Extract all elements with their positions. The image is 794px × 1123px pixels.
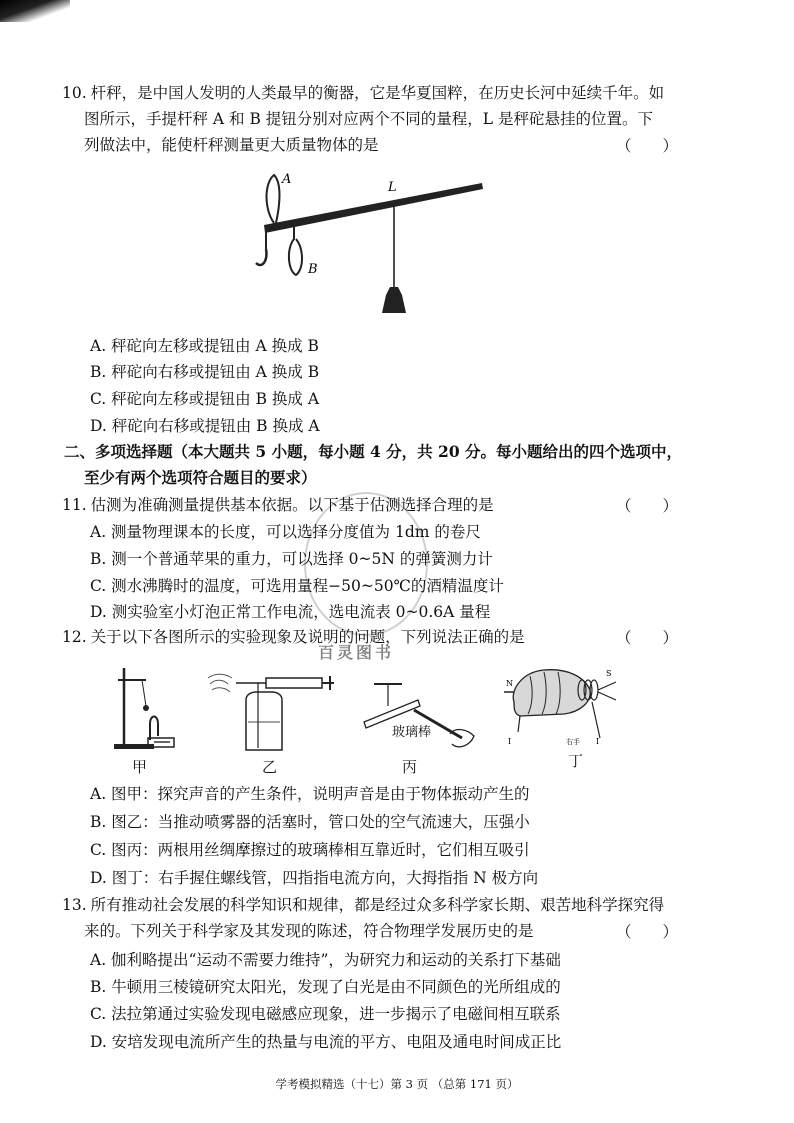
q11-option-c: C. 测水沸腾时的温度，可选用量程−50~50℃的酒精温度计 [90,577,504,595]
page-footer: 学考模拟精选（十七）第 3 页 （总第 171 页） [275,1077,519,1091]
q10-option-c: C. 秤砣向左移或提钮由 B 换成 A [90,390,320,408]
q12-option-d: D. 图丁：右手握住螺线管，四指指电流方向，大拇指指 N 极方向 [90,869,539,887]
q12-option-b: B. 图乙：当推动喷雾器的活塞时，管口处的空气流速大，压强小 [90,813,530,831]
glass-rod-label: 玻璃棒 [392,725,432,740]
lifting-loop-a [267,175,280,223]
watermark-text: 百灵图书 [318,643,395,662]
label-right-hand: 右手 [566,738,580,746]
q10-line-3: 列做法中，能使杆秤测量更大质量物体的是 [84,136,379,154]
q12-number: 12. [62,628,87,646]
steelyard-beam [264,183,483,233]
hook [256,249,266,265]
lifting-loop-b [289,227,302,275]
label-l: L [388,180,397,195]
q11-number: 11. [62,496,87,514]
q13-option-b: B. 牛顿用三棱镜研究太阳光，发现了白光是由不同颜色的光所组成的 [90,978,561,996]
figure-jia-tuning-fork [106,664,186,754]
q11-option-a: A. 测量物理课本的长度，可以选择分度值为 1dm 的卷尺 [90,523,481,541]
label-n: N [506,679,513,688]
q13-option-d: D. 安培发现电流所产生的热量与电流的平方、电阻及通电时间成正比 [90,1033,562,1051]
section-heading-line-1: 二、多项选择题（本大题共 5 小题，每小题 4 分，共 20 分。每小题给出的四个选项中， [64,442,683,461]
q11-answer-bracket: （ ） [616,497,679,515]
q13-option-a: A. 伽利略提出“运动不需要力维持”，为研究力和运动的关系打下基础 [90,951,561,969]
q10-option-b: B. 秤砣向右移或提钮由 A 换成 B [90,363,320,381]
section-heading-line-2: 至少有两个选项符合题目的要求） [84,468,317,487]
caption-yi: 乙 [262,758,278,776]
q11-stem: 11. 估测为准确测量提供基本依据。以下基于估测选择合理的是 [62,496,494,514]
q10-line-1: 10. 杆秤，是中国人发明的人类最早的衡器，它是华夏国粹，在历史长河中延续千年。如 [62,84,665,102]
figure-bing-glass-rods [358,676,478,756]
figure-ding-solenoid [500,662,620,754]
q13-line-2: 来的。下列关于科学家及其发现的陈述，符合物理学发展历史的是 [84,922,534,940]
q13-option-c: C. 法拉第通过实验发现电磁感应现象，进一步揭示了电磁间相互联系 [90,1005,561,1023]
q13-number: 13. [62,896,87,914]
label-i-left: I [508,737,512,746]
q10-number: 10. [62,84,87,102]
q10-option-d: D. 秤砣向右移或提钮由 B 换成 A [90,417,320,435]
q10-line-2: 图所示，手提杆秤 A 和 B 提钮分别对应两个不同的量程，L 是秤砣悬挂的位置。下 [84,110,654,128]
caption-ding: 丁 [568,752,584,770]
q12-option-c: C. 图丙：两根用丝绸摩擦过的玻璃棒相互靠近时，它们相互吸引 [90,841,530,859]
caption-jia: 甲 [132,758,148,776]
label-i-right: I [596,737,600,746]
steelyard-figure [250,165,500,325]
label-a: A [282,172,292,187]
caption-bing: 丙 [402,758,418,776]
counterweight [382,287,406,313]
label-b: B [308,262,318,277]
q10-answer-bracket: （ ） [616,137,679,155]
q13-answer-bracket: （ ） [616,923,679,941]
q11-option-b: B. 测一个普通苹果的重力，可以选择 0~5N 的弹簧测力计 [90,550,493,568]
q12-answer-bracket: （ ） [616,629,679,647]
figure-yi-sprayer [206,666,336,756]
q11-option-d: D. 测实验室小灯泡正常工作电流，选电流表 0~0.6A 量程 [90,603,491,621]
scan-shadow [0,0,70,22]
q13-line-1: 13. 所有推动社会发展的科学知识和规律，都是经过众多科学家长期、艰苦地科学探究得 [62,896,665,914]
q12-option-a: A. 图甲：探究声音的产生条件，说明声音是由于物体振动产生的 [90,785,530,803]
q10-option-a: A. 秤砣向左移或提钮由 A 换成 B [90,337,319,355]
label-s: S [606,669,612,678]
q12-stem: 12. 关于以下各图所示的实验现象及说明的问题，下列说法正确的是 [62,628,525,646]
